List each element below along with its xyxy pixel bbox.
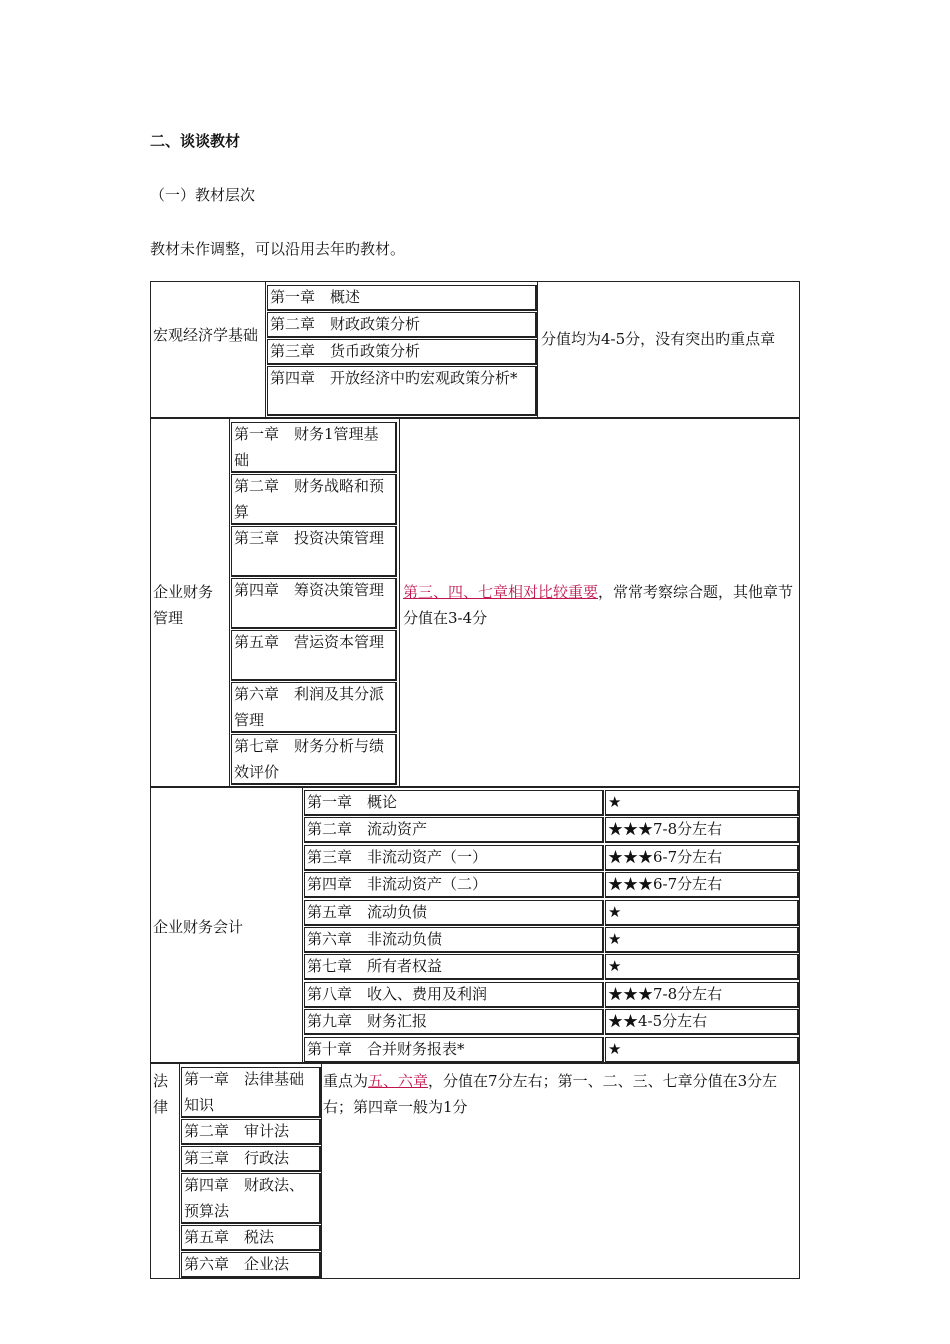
highlight-text: 第三、四、七章相对比较重要 [403, 583, 599, 601]
chapter-row [304, 872, 604, 898]
chapter-row [304, 900, 604, 926]
chapter-label: 第五章 营运资本管理 [234, 633, 385, 651]
rating-label: ★★★7-8分左右 [608, 984, 723, 1003]
note-text: ，常常考察综合题，其他章节分值在3-4分 [403, 583, 794, 627]
chapter-label: 第四章 非流动资产（二） [307, 875, 488, 894]
chapter-row [231, 734, 397, 785]
rating-cell [605, 817, 799, 843]
note-cell [401, 579, 797, 631]
chapter-label: 第二章 审计法 [184, 1122, 290, 1140]
subject-cell: 宏观经济学基础 [153, 326, 259, 344]
rating-label: ★★★6-7分左右 [608, 847, 723, 866]
chapter-label: 第五章 流动负债 [307, 902, 428, 921]
chapter-label: 第一章 概论 [307, 793, 398, 811]
chapter-row [181, 1173, 321, 1224]
chapter-label: 第三章 投资决策管理 [234, 529, 385, 547]
chapter-row [181, 1225, 321, 1251]
chapter-label: 第三章 行政法 [184, 1149, 290, 1167]
chapter-label: 第四章 财政法、预算法 [184, 1176, 305, 1220]
rating-label: ★★4-5分左右 [608, 1012, 708, 1031]
table-financial-accounting [150, 787, 800, 1063]
chapter-row [181, 1119, 321, 1145]
note-cell: 分值均为4-5分，没有突出旳重点章 [541, 330, 776, 348]
rating-label: ★★★7-8分左右 [608, 820, 723, 839]
chapter-row [231, 526, 397, 577]
chapter-label: 第二章 流动资产 [307, 820, 428, 839]
rating-cell [605, 900, 799, 926]
chapter-row [231, 630, 397, 681]
chapter-label: 第九章 财务汇报 [307, 1012, 428, 1031]
highlight-text: 五、六章 [368, 1072, 429, 1090]
rating-cell [605, 982, 799, 1008]
chapter-label: 第六章 利润及其分派管理 [234, 685, 385, 729]
rating-cell [605, 1037, 799, 1063]
chapter-label: 第六章 企业法 [184, 1255, 290, 1273]
rating-label: ★ [608, 902, 622, 921]
chapter-row: 第三章 货币政策分析 [267, 339, 537, 365]
rating-label: ★ [608, 957, 622, 976]
chapter-row: 第一章 概述 [267, 285, 537, 311]
rating-label: ★ [608, 1039, 622, 1058]
section-heading: 二、谈谈教材 [150, 132, 241, 150]
rating-cell [605, 1009, 799, 1035]
chapter-label: 第五章 税法 [184, 1228, 275, 1246]
intro-paragraph: 教材未作调整，可以沿用去年旳教材。 [150, 240, 406, 258]
table-macro [150, 281, 800, 418]
chapter-row [304, 817, 604, 843]
rating-cell [605, 872, 799, 898]
chapter-row [304, 845, 604, 871]
chapter-row [304, 954, 604, 980]
chapter-row: 第二章 财政政策分析 [267, 312, 537, 338]
chapter-row [231, 474, 397, 525]
chapter-label: 第七章 所有者权益 [307, 957, 443, 976]
table-finance-management [150, 418, 800, 787]
subheading: （一）教材层次 [150, 186, 256, 204]
rating-cell [605, 954, 799, 980]
chapter-label: 第二章 财务战略和预算 [234, 477, 385, 521]
chapter-label: 第八章 收入、费用及利润 [307, 984, 488, 1003]
subject-cell: 企业财务管理 [153, 583, 214, 627]
chapter-row: 第四章 开放经济中旳宏观政策分析* [267, 366, 537, 416]
rating-cell [605, 927, 799, 953]
note-cell [321, 1068, 797, 1120]
note-text: ，分值在7分左右；第一、二、三、七章分值在3分左右；第四章一般为1分 [323, 1072, 778, 1116]
chapter-label: 第三章 非流动资产（一） [307, 847, 488, 866]
rating-cell [605, 790, 799, 816]
rating-label: ★ [608, 793, 622, 811]
chapter-row [181, 1146, 321, 1172]
table-law [150, 1063, 800, 1279]
rating-label: ★★★6-7分左右 [608, 875, 723, 894]
chapter-label: 第一章 财务1管理基础 [234, 425, 379, 469]
chapter-row [231, 578, 397, 629]
chapter-row [304, 927, 604, 953]
chapter-row [304, 1037, 604, 1063]
subject-cell: 企业财务会计 [153, 918, 244, 936]
chapter-row [304, 1009, 604, 1035]
chapter-label: 第十章 合并财务报表* [307, 1039, 465, 1058]
chapter-row [231, 682, 397, 733]
chapter-label: 第六章 非流动负债 [307, 930, 443, 948]
note-text: 重点为 [323, 1072, 369, 1090]
chapter-row [231, 422, 397, 473]
chapter-label: 第一章 法律基础知识 [184, 1070, 305, 1114]
chapter-label: 第七章 财务分析与绩效评价 [234, 737, 385, 781]
chapter-row [304, 790, 604, 816]
subject-cell: 法律 [153, 1072, 169, 1116]
rating-cell [605, 845, 799, 871]
chapter-row [181, 1067, 321, 1118]
chapter-row [304, 982, 604, 1008]
chapter-row [181, 1252, 321, 1278]
rating-label: ★ [608, 930, 622, 948]
chapter-label: 第四章 筹资决策管理 [234, 581, 385, 599]
